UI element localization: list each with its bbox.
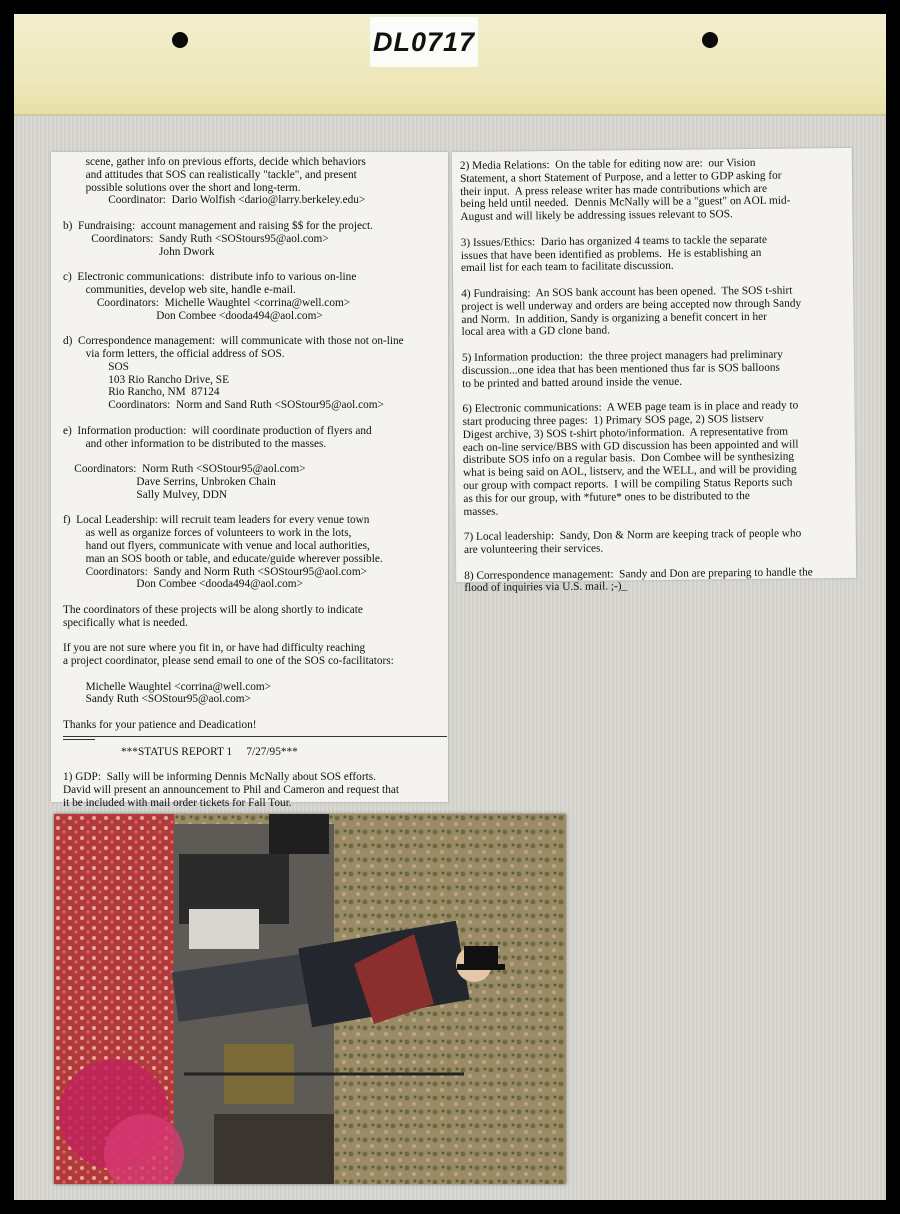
text-line: Michelle Waughtel <corrina@well.com> bbox=[63, 680, 272, 693]
text-line: communities, develop web site, handle e-mail. bbox=[63, 283, 296, 296]
text-line: and Norm. In addition, Sandy is organizing a benefit concert in her bbox=[461, 310, 767, 326]
blank-line bbox=[63, 207, 447, 220]
text-line: our group with compact reports. I will be compiling Status Reports such bbox=[463, 476, 793, 492]
text-line: If you are not sure where you fit in, or have had difficulty reaching bbox=[63, 642, 366, 655]
photo-image bbox=[54, 814, 566, 1184]
text-line: scene, gather info on previous efforts, decide which behaviors bbox=[63, 156, 366, 168]
text-line: and attitudes that SOS can realistically "tackle", and present bbox=[63, 168, 357, 181]
concert-photo bbox=[54, 814, 566, 1184]
text-line: 4) Fundraising: An SOS bank account has been opened. The SOS t-shirt bbox=[461, 284, 793, 300]
text-line: c) Electronic communications: distribute info to various on-line bbox=[63, 271, 357, 284]
blank-line bbox=[63, 668, 447, 681]
text-line: Digest archive, 3) SOS t-shirt photo/information. A representative from bbox=[462, 425, 789, 441]
text-line: Statement, a short Statement of Purpose, and a letter to GDP asking for bbox=[459, 169, 782, 185]
text-line: as this for our group, with *future* ones to be distributed to the bbox=[463, 489, 750, 505]
status-report-title: ***STATUS REPORT 1 7/27/95*** bbox=[121, 745, 298, 758]
blank-line bbox=[63, 759, 447, 772]
text-line: start producing three pages: 1) Primary SOS page, 2) SOS listserv bbox=[462, 412, 764, 428]
text-line: project is well underway and orders are being accepted now through Sandy bbox=[461, 297, 802, 313]
text-line: The coordinators of these projects will be along shortly to indicate bbox=[63, 603, 363, 616]
text-line: SOS bbox=[63, 360, 129, 373]
text-line: their input. A press release writer has made contributions which are bbox=[460, 182, 768, 198]
text-line: 5) Information production: the three project managers had preliminary bbox=[461, 348, 783, 364]
blank-line bbox=[63, 629, 447, 642]
text-line: Coordinator: Dario Wolfish <dario@larry.berkeley.edu> bbox=[63, 194, 366, 207]
text-line: 103 Rio Rancho Drive, SE bbox=[63, 373, 229, 386]
text-line: Coordinators: Sandy and Norm Ruth <SOStour95@aol.com> bbox=[63, 565, 367, 578]
status-line: David will present an announcement to Phil and Cameron and request that bbox=[63, 784, 399, 797]
text-line: Sandy Ruth <SOStour95@aol.com> bbox=[63, 693, 251, 706]
blank-line bbox=[63, 412, 447, 425]
divider bbox=[63, 736, 447, 737]
text-line: discussion...one idea that has been mentioned thus far is SOS balloons bbox=[461, 361, 780, 377]
punch-hole-right bbox=[702, 32, 718, 48]
right-clipping-text bbox=[460, 156, 813, 595]
scrapbook-page bbox=[14, 14, 886, 1200]
text-line: via form letters, the official address of SOS. bbox=[63, 347, 285, 360]
text-line: d) Correspondence management: will communicate with those not on-line bbox=[63, 335, 404, 348]
status-line: 1) GDP: Sally will be informing Dennis McNally about SOS efforts. bbox=[63, 771, 376, 784]
text-line: each on-line service/BBS with GD discussion has been appointed and will bbox=[462, 438, 799, 454]
text-line: 6) Electronic communications: A WEB page team is in place and ready to bbox=[462, 399, 799, 416]
blank-line bbox=[63, 706, 447, 719]
binder-strip bbox=[14, 14, 886, 116]
text-line: to be printed and batted around inside the venue. bbox=[462, 375, 683, 390]
text-line: email list for each team to facilitate discussion. bbox=[460, 260, 674, 275]
text-line: are volunteering their services. bbox=[463, 542, 604, 556]
text-line: hand out flyers, communicate with venue and local authorities, bbox=[63, 539, 370, 552]
text-line: Coordinators: Sandy Ruth <SOStours95@aol.com> bbox=[63, 232, 329, 245]
text-line: as well as organize forces of volunteers to work in the lots, bbox=[63, 527, 352, 540]
blank-line bbox=[63, 502, 447, 515]
text-line: 8) Correspondence management: Sandy and Don are preparing to handle the bbox=[464, 565, 813, 582]
text-line: Thanks for your patience and Deadication! bbox=[63, 719, 257, 732]
text-line: August and will likely be addressing issues relevant to SOS. bbox=[460, 208, 733, 224]
text-line: a project coordinator, please send email to one of the SOS co-facilitators: bbox=[63, 655, 394, 668]
text-line: local area with a GD clone band. bbox=[461, 324, 611, 339]
text-line: Coordinators: Norm Ruth <SOStour95@aol.com> bbox=[63, 463, 306, 476]
text-line: flood of inquiries via U.S. mail. ;-)_ bbox=[464, 580, 628, 595]
left-clipping bbox=[51, 152, 448, 810]
text-line: issues that have been identified as problems. He is establishing an bbox=[460, 246, 762, 262]
left-clipping-text bbox=[63, 156, 447, 810]
text-line: Coordinators: Norm and Sand Ruth <SOStour95@aol.com> bbox=[63, 399, 384, 412]
text-line: Sally Mulvey, DDN bbox=[63, 488, 228, 501]
blank-line bbox=[63, 591, 447, 604]
text-line: being held until needed. Dennis McNally will be a "guest" on AOL mid- bbox=[460, 194, 791, 211]
text-line: 3) Issues/Ethics: Dario has organized 4 teams to tackle the separate bbox=[460, 233, 768, 249]
divider-short bbox=[63, 739, 95, 740]
status-line: it be included with mail order tickets for Fall Tour. bbox=[63, 797, 292, 810]
text-line: man an SOS booth or table, and educate/guide wherever possible. bbox=[63, 552, 383, 565]
blank-line bbox=[63, 450, 447, 463]
text-line: 2) Media Relations: On the table for editing now are: our Vision bbox=[459, 156, 756, 173]
text-line: and other information to be distributed to the masses. bbox=[63, 437, 327, 450]
text-line: specifically what is needed. bbox=[63, 616, 188, 629]
text-line: possible solutions over the short and long-term. bbox=[63, 181, 301, 194]
text-line: Don Combee <dooda494@aol.com> bbox=[63, 309, 323, 322]
text-line: John Dwork bbox=[63, 245, 215, 258]
text-line: 7) Local leadership: Sandy, Don & Norm are keeping track of people who bbox=[463, 527, 802, 544]
right-clipping bbox=[452, 148, 856, 595]
text-line: Dave Serrins, Unbroken Chain bbox=[63, 475, 276, 488]
text-line: what is being said on AOL, listserv, and the WELL, and will be providing bbox=[463, 463, 797, 480]
text-line: e) Information production: will coordinate production of flyers and bbox=[63, 424, 372, 437]
text-line: Coordinators: Michelle Waughtel <corrina@well.com> bbox=[63, 296, 351, 309]
text-line: Don Combee <dooda494@aol.com> bbox=[63, 578, 303, 591]
text-line: Rio Rancho, NM 87124 bbox=[63, 386, 220, 399]
text-line: f) Local Leadership: will recruit team leaders for every venue town bbox=[63, 514, 370, 527]
text-line: distribute SOS info on a regular basis. Don Combee will be synthesizing bbox=[462, 450, 795, 467]
punch-hole-left bbox=[172, 32, 188, 48]
text-line: masses. bbox=[463, 505, 499, 518]
text-line: b) Fundraising: account management and raising $$ for the project. bbox=[63, 219, 373, 232]
blank-line bbox=[63, 258, 447, 271]
catalog-label: DL0717 bbox=[370, 17, 478, 67]
blank-line bbox=[63, 322, 447, 335]
